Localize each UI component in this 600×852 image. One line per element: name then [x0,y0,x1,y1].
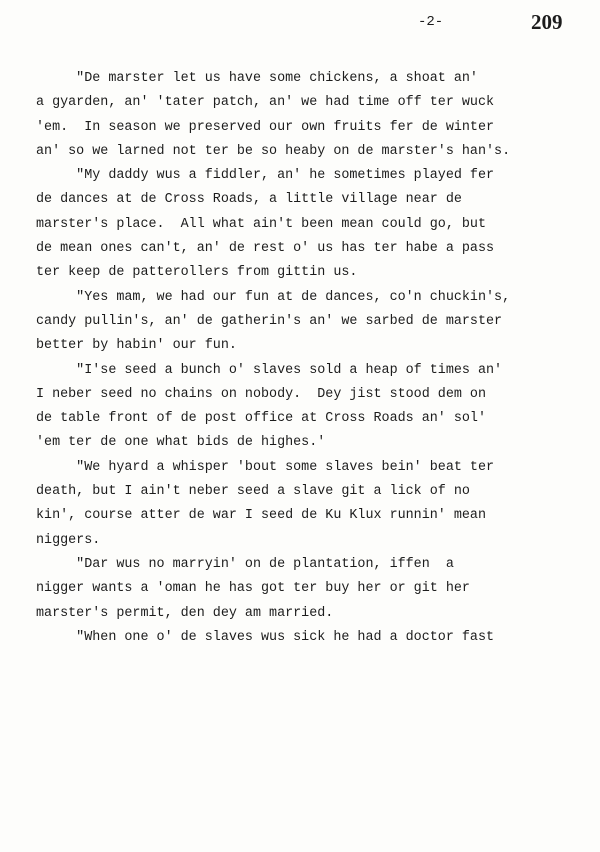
text-line: "De marster let us have some chickens, a shoat an' [36,71,478,86]
text-line: nigger wants a 'oman he has got ter buy her or git her [36,581,470,597]
text-line: "Dar wus no marryin' on de plantation, iffen a [36,556,454,572]
text-line: "We hyard a whisper 'bout some slaves bein' beat ter [36,459,495,475]
transcript-body [36,67,596,650]
text-line: "Yes mam, we had our fun at de dances, co'n chuckin's, [36,289,511,305]
stamped-page-number: 209 [531,10,563,34]
text-line: ter keep de patterollers from gittin us. [36,265,358,281]
text-line: a gyarden, an' 'tater patch, an' we had time off ter wuck [36,95,495,111]
text-line: an' so we larned not ter be so heaby on de marster's han's. [36,143,511,159]
page-number: -2- [418,14,444,30]
text-line: 'em ter de one what bids de highes.' [36,435,326,451]
text-line: niggers. [36,532,101,548]
text-line: better by habin' our fun. [36,338,237,354]
text-line: marster's permit, den dey am married. [36,605,334,621]
text-line: I neber seed no chains on nobody. Dey jist stood dem on [36,386,486,402]
text-line: 'em. In season we preserved our own fruits fer de winter [36,119,495,135]
text-line: marster's place. All what ain't been mean could go, but [36,216,486,232]
text-line: death, but I ain't neber seed a slave git a lick of no [36,484,470,500]
text-line: kin', course atter de war I seed de Ku Klux runnin' mean [36,508,486,524]
text-line: candy pullin's, an' de gatherin's an' we sarbed de marster [36,313,503,329]
text-line: "When one o' de slaves wus sick he had a doctor fast [36,629,495,645]
text-line: de dances at de Cross Roads, a little village near de [36,192,462,208]
text-line: de table front of de post office at Cross Roads an' sol' [36,411,486,427]
text-line: de mean ones can't, an' de rest o' us has ter habe a pass [36,241,495,257]
text-line: "My daddy wus a fiddler, an' he sometimes played fer [36,168,495,184]
text-line: "I'se seed a bunch o' slaves sold a heap of times an' [36,362,503,378]
